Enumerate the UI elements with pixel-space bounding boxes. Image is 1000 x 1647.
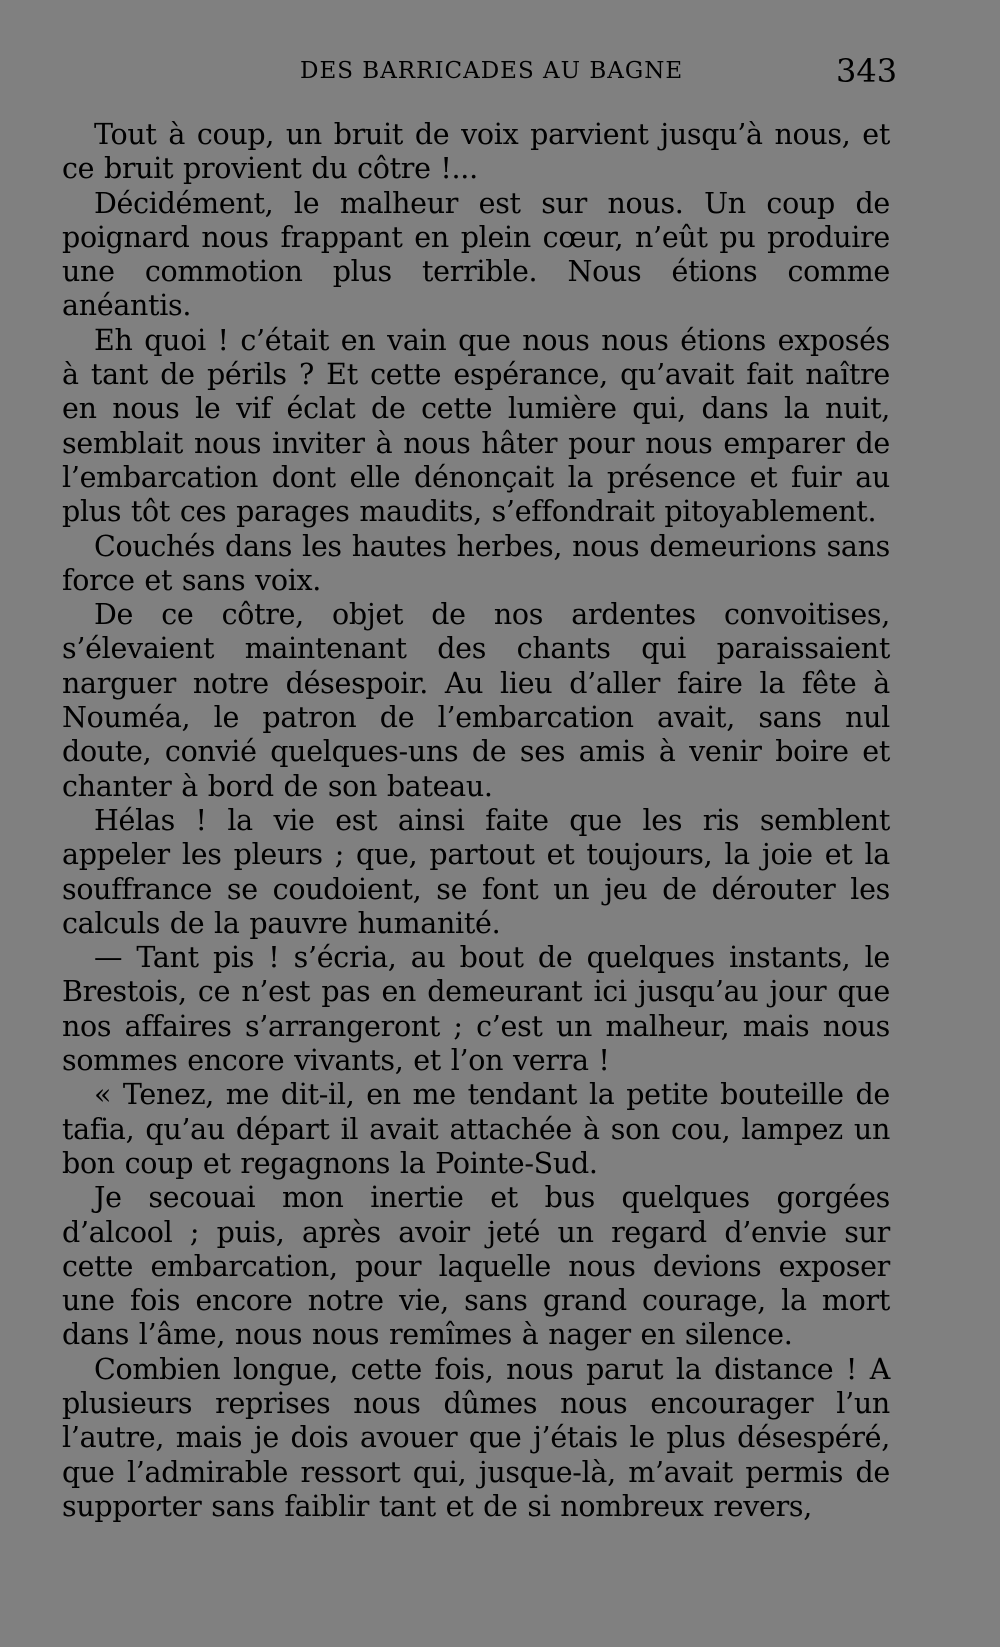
paragraph: « Tenez, me dit-il, en me tendant la petite bouteille de tafia, qu’au départ il avait attachée à son cou, lampez un bon coup et regagnons la Pointe-Sud. bbox=[62, 1078, 890, 1180]
paragraph: Décidément, le malheur est sur nous. Un coup de poignard nous frappant en plein cœur, n’eût pu produire une commotion plus terrible. Nous étions comme anéantis. bbox=[62, 186, 890, 323]
running-header bbox=[0, 52, 1000, 92]
page-number: 343 bbox=[836, 52, 898, 90]
paragraph: De ce côtre, objet de nos ardentes convoitises, s’élevaient maintenant des chants qui paraissaient narguer notre désespoir. Au lieu d’aller faire la fête à Nouméa, le patron de l’embarcation avait, sans nul doute, convié quelques-uns de ses amis à venir boire et chanter à bord de son bateau. bbox=[62, 598, 890, 803]
paragraph: Couchés dans les hautes herbes, nous demeurions sans force et sans voix. bbox=[62, 529, 890, 597]
paragraph: Eh quoi ! c’était en vain que nous nous étions exposés à tant de périls ? Et cette espérance, qu’avait fait naître en nous le vif éclat de cette lumière qui, dans la nuit, semblait nous inviter à nous hâter pour nous emparer de l’embarcation dont elle dénonçait la présence et fuir au plus tôt ces parages maudits, s’effondrait pitoyablement. bbox=[62, 323, 890, 529]
paragraph: Combien longue, cette fois, nous parut la distance ! A plusieurs reprises nous dûmes nous encourager l’un l’autre, mais je dois avouer que j’étais le plus désespéré, que l’admirable ressort qui, jusque-là, m’avait permis de supporter sans faiblir tant et de si nombreux revers, bbox=[62, 1352, 890, 1523]
paragraph: Tout à coup, un bruit de voix parvient jusqu’à nous, et ce bruit provient du côtre !... bbox=[62, 118, 890, 186]
paragraph: Je secouai mon inertie et bus quelques gorgées d’alcool ; puis, après avoir jeté un regard d’envie sur cette embarcation, pour laquelle nous devions exposer une fois encore notre vie, sans grand courage, la mort dans l’âme, nous nous remîmes à nager en silence. bbox=[62, 1181, 890, 1352]
paragraph: — Tant pis ! s’écria, au bout de quelques instants, le Brestois, ce n’est pas en demeurant ici jusqu’au jour que nos affaires s’arrangeront ; c’est un malheur, mais nous sommes encore vivants, et l’on verra ! bbox=[62, 941, 890, 1078]
body-text bbox=[62, 118, 890, 1524]
paragraph: Hélas ! la vie est ainsi faite que les ris semblent appeler les pleurs ; que, partout et toujours, la joie et la souffrance se coudoient, se font un jeu de dérouter les calculs de la pauvre humanité. bbox=[62, 803, 890, 940]
running-title: DES BARRICADES AU BAGNE bbox=[300, 58, 684, 84]
